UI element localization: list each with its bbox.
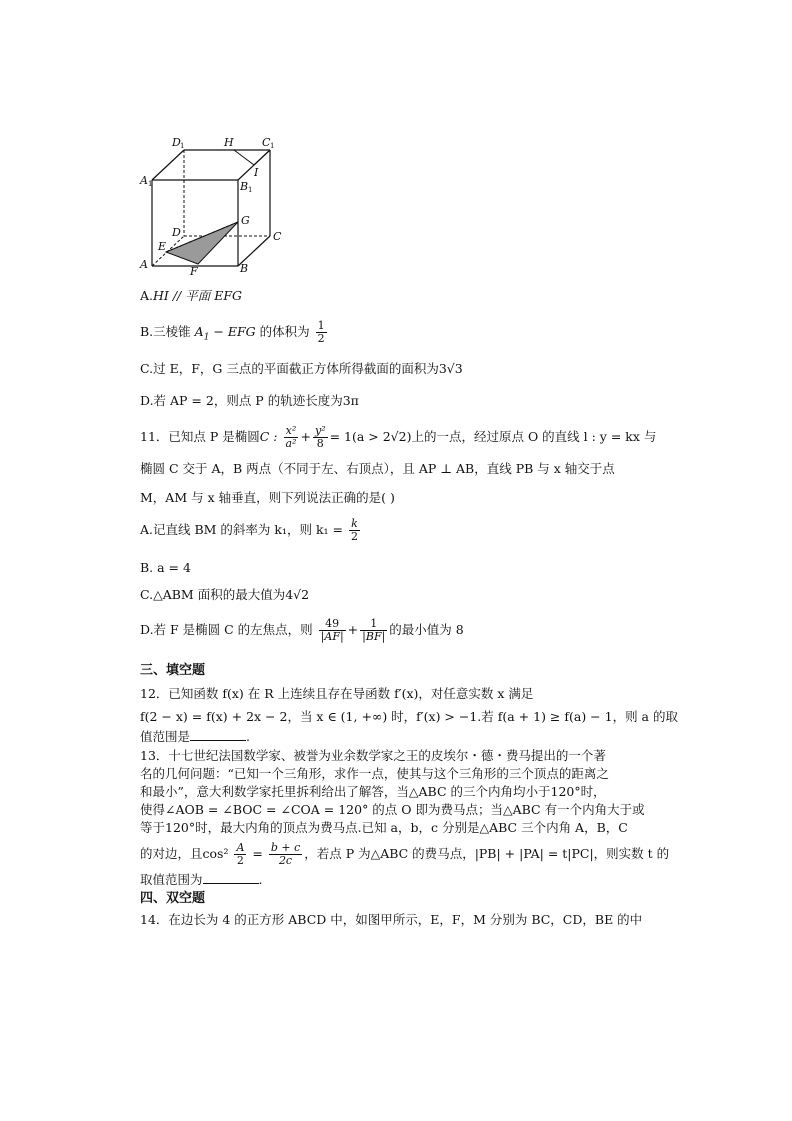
label-C: C bbox=[273, 230, 282, 243]
label-E: E bbox=[158, 240, 167, 253]
q14-line1: 14．在边长为 4 的正方形 ABCD 中，如图甲所示，E，F，M 分别为 BC，CD，BE 的中 bbox=[140, 912, 643, 927]
q10-option-b: B.三棱锥 $A_1$ − EFG 的体积为 $\frac{1}{2}$ bbox=[140, 319, 325, 345]
label-A1: A bbox=[140, 174, 148, 187]
q12-line1: 12．已知函数 f(x) 在 R 上连续且存在导函数 f′(x)，对任意实数 x 满足 bbox=[140, 686, 534, 701]
q13-line5: 等于120°时，最大内角的顶点为费马点.已知 a，b，c 分别是△ABC 三个内角 A，B，C bbox=[140, 820, 628, 835]
svg-text:1: 1 bbox=[248, 186, 253, 194]
q11-option-d: D.若 F 是椭圆 C 的左焦点，则 $\frac{49}{|AF|}$ + $\frac{1}{|BF|}$ 的最小值为 8 bbox=[140, 617, 464, 643]
q10-option-d: D.若 AP = 2，则点 P 的轨迹长度为3π bbox=[140, 393, 359, 408]
q13-line1: 13．十七世纪法国数学家、被誉为业余数学家之王的皮埃尔・德・费马提出的一个著 bbox=[140, 748, 606, 763]
q13-line6: 的对边，且cos² $\frac{A}{2}$ = $\frac{b + c}{2c}$ ，若点 P 为△ABC 的费马点，|PB| + |PA| = t|PC|，则实数 t 的 bbox=[140, 841, 670, 867]
cube-figure bbox=[138, 132, 288, 277]
q12-line3: 值范围是 . bbox=[140, 729, 250, 744]
q12-line2: f(2 − x) = f(x) + 2x − 2，当 x ∈ (1, +∞) 时，f′(x) > −1.若 f(a + 1) ≥ f(a) − 1，则 a 的取 bbox=[140, 709, 678, 724]
label-F: F bbox=[190, 265, 198, 277]
label-I: I bbox=[254, 166, 259, 179]
q11-stem-line1: 11．已知点 P 是椭圆C : $\frac{\text{x²}}{\text{a²}}$ + $\frac{\text{y²}}{8}$ = 1(a > 2√2)上的一点，经过原点 O 的直线 l : y = kx 与 bbox=[140, 424, 657, 450]
q11-option-a: A.记直线 BM 的斜率为 k₁，则 k₁ = $\frac{k}{2}$ bbox=[140, 517, 358, 543]
q10-option-c: C.过 E，F，G 三点的平面截正方体所得截面的面积为3√3 bbox=[140, 361, 463, 376]
q13-line7: 取值范围为 . bbox=[140, 872, 263, 887]
q11-stem-line2: 椭圆 C 交于 A，B 两点（不同于左、右顶点），且 AP ⊥ AB，直线 PB 与 x 轴交于点 bbox=[140, 461, 615, 476]
section-heading-double-blank: 四、双空题 bbox=[140, 891, 206, 906]
label-B: B bbox=[240, 262, 249, 275]
q13-line3: 和最小”，意大利数学家托里拆利给出了解答，当△ABC 的三个内角均小于120°时， bbox=[140, 784, 606, 799]
label-A: A bbox=[140, 258, 148, 271]
q11-stem-line3: M，AM 与 x 轴垂直，则下列说法正确的是( ) bbox=[140, 490, 395, 505]
label-C1: C bbox=[262, 136, 271, 149]
label-B1: B bbox=[240, 180, 249, 193]
q13-answer-blank bbox=[203, 873, 259, 884]
q11-option-c: C.△ABM 面积的最大值为4√2 bbox=[140, 587, 310, 602]
label-D: D bbox=[172, 226, 181, 239]
label-G: G bbox=[241, 214, 250, 227]
q13-line4: 使得∠AOB = ∠BOC = ∠COA = 120° 的点 O 即为费马点；当△ABC 有一个内角大于或 bbox=[140, 802, 645, 817]
section-heading-fill-in: 三、填空题 bbox=[140, 663, 206, 678]
svg-text:1: 1 bbox=[270, 142, 275, 150]
q10-option-a: A.HI // 平面 EFG bbox=[140, 288, 242, 303]
label-D1: D bbox=[172, 136, 181, 149]
svg-text:1: 1 bbox=[180, 142, 185, 150]
q13-line2: 名的几何问题：“已知一个三角形，求作一点，使其与这个三角形的三个顶点的距离之 bbox=[140, 766, 609, 781]
label-H: H bbox=[224, 136, 234, 149]
q12-answer-blank bbox=[190, 730, 246, 741]
svg-text:1: 1 bbox=[148, 180, 153, 188]
q11-option-b: B. a = 4 bbox=[140, 560, 191, 575]
